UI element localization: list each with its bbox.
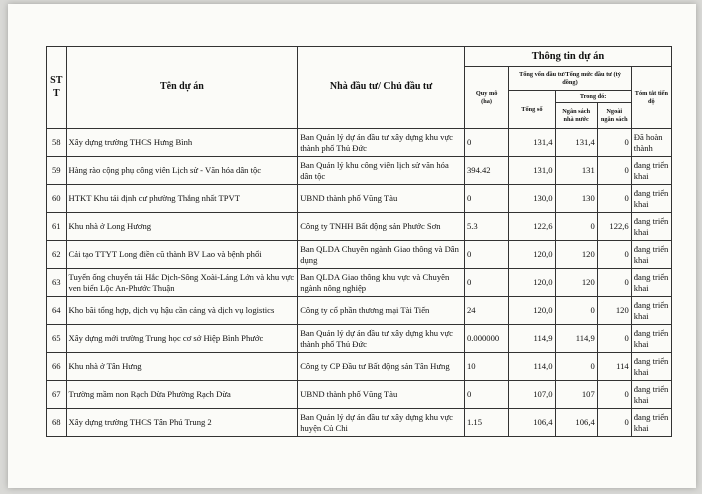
cell-non-budget: 0 — [597, 409, 631, 437]
cell-progress: đang triển khai — [631, 241, 671, 269]
cell-investor: Ban Quản lý dự án đầu tư xây dựng khu vực huyện Củ Chi — [298, 409, 465, 437]
project-table — [46, 46, 672, 437]
header-total-capital: Tổng vốn đầu tư/Tổng mức đầu tư (tỷ đồng) — [509, 67, 632, 91]
table-row — [47, 129, 672, 157]
cell-total: 107,0 — [509, 381, 555, 409]
cell-state-budget: 120 — [555, 241, 597, 269]
cell-stt: 67 — [47, 381, 67, 409]
cell-non-budget: 0 — [597, 157, 631, 185]
table-row — [47, 185, 672, 213]
cell-scale: 0 — [464, 129, 508, 157]
header-project-info: Thông tin dự án — [464, 47, 671, 67]
cell-total: 114,9 — [509, 325, 555, 353]
table-row — [47, 325, 672, 353]
cell-project-name: Tuyến ống chuyển tải Hắc Dịch-Sông Xoài-Láng Lớn và khu vực ven biển Lộc An-Phước Thuận — [66, 269, 298, 297]
cell-progress: đang triển khai — [631, 325, 671, 353]
cell-total: 131,4 — [509, 129, 555, 157]
cell-investor: Công ty CP Đầu tư Bất động sản Tân Hưng — [298, 353, 465, 381]
cell-stt: 62 — [47, 241, 67, 269]
cell-state-budget: 107 — [555, 381, 597, 409]
table-row — [47, 157, 672, 185]
cell-total: 114,0 — [509, 353, 555, 381]
cell-investor: Ban Quản lý khu công viên lịch sử văn hóa dân tộc — [298, 157, 465, 185]
cell-total: 122,6 — [509, 213, 555, 241]
cell-project-name: Kho bãi tổng hợp, dịch vụ hậu cần cảng và dịch vụ logistics — [66, 297, 298, 325]
header-project-name: Tên dự án — [66, 47, 298, 129]
table-row — [47, 353, 672, 381]
cell-scale: 0 — [464, 269, 508, 297]
cell-project-name: Xây dựng mới trường Trung học cơ sở Hiệp Bình Phước — [66, 325, 298, 353]
document-page — [8, 4, 696, 488]
cell-state-budget: 130 — [555, 185, 597, 213]
table-row — [47, 297, 672, 325]
cell-investor: Ban Quản lý dự án đầu tư xây dựng khu vực thành phố Thủ Đức — [298, 325, 465, 353]
cell-state-budget: 106,4 — [555, 409, 597, 437]
cell-state-budget: 0 — [555, 297, 597, 325]
cell-state-budget: 114,9 — [555, 325, 597, 353]
cell-project-name: Xây dựng trường THCS Hưng Bình — [66, 129, 298, 157]
table-row — [47, 213, 672, 241]
cell-stt: 65 — [47, 325, 67, 353]
cell-stt: 58 — [47, 129, 67, 157]
header-investor: Nhà đầu tư/ Chủ đầu tư — [298, 47, 465, 129]
cell-investor: Công ty TNHH Bất động sản Phước Sơn — [298, 213, 465, 241]
cell-non-budget: 0 — [597, 269, 631, 297]
cell-project-name: Khu nhà ở Tân Hưng — [66, 353, 298, 381]
cell-non-budget: 0 — [597, 241, 631, 269]
cell-progress: đang triển khai — [631, 297, 671, 325]
table-row — [47, 241, 672, 269]
cell-stt: 66 — [47, 353, 67, 381]
cell-stt: 59 — [47, 157, 67, 185]
cell-project-name: HTKT Khu tái định cư phường Thắng nhất TPVT — [66, 185, 298, 213]
cell-progress: Đã hoàn thành — [631, 129, 671, 157]
cell-non-budget: 0 — [597, 325, 631, 353]
cell-non-budget: 122,6 — [597, 213, 631, 241]
cell-state-budget: 0 — [555, 213, 597, 241]
cell-progress: đang triển khai — [631, 213, 671, 241]
cell-progress: đang triển khai — [631, 157, 671, 185]
cell-non-budget: 114 — [597, 353, 631, 381]
cell-total: 130,0 — [509, 185, 555, 213]
cell-state-budget: 131 — [555, 157, 597, 185]
cell-project-name: Xây dựng trường THCS Tân Phú Trung 2 — [66, 409, 298, 437]
cell-progress: đang triển khai — [631, 185, 671, 213]
cell-progress: đang triển khai — [631, 269, 671, 297]
cell-project-name: Cải tạo TTYT Long điền cũ thành BV Lao và bệnh phổi — [66, 241, 298, 269]
table-row — [47, 409, 672, 437]
cell-investor: UBND thành phố Vũng Tàu — [298, 381, 465, 409]
cell-scale: 1.15 — [464, 409, 508, 437]
cell-total: 131,0 — [509, 157, 555, 185]
cell-project-name: Trường mầm non Rạch Dừa Phường Rạch Dừa — [66, 381, 298, 409]
cell-investor: Công ty cổ phần thương mại Tài Tiến — [298, 297, 465, 325]
cell-total: 120,0 — [509, 269, 555, 297]
cell-project-name: Khu nhà ở Long Hương — [66, 213, 298, 241]
table-row — [47, 269, 672, 297]
cell-investor: Ban Quản lý dự án đầu tư xây dựng khu vực thành phố Thủ Đức — [298, 129, 465, 157]
cell-investor: UBND thành phố Vũng Tàu — [298, 185, 465, 213]
cell-stt: 68 — [47, 409, 67, 437]
cell-total: 120,0 — [509, 297, 555, 325]
cell-non-budget: 0 — [597, 129, 631, 157]
cell-scale: 0 — [464, 241, 508, 269]
cell-scale: 394.42 — [464, 157, 508, 185]
cell-scale: 0 — [464, 185, 508, 213]
cell-progress: đang triển khai — [631, 409, 671, 437]
cell-state-budget: 0 — [555, 353, 597, 381]
cell-non-budget: 120 — [597, 297, 631, 325]
cell-state-budget: 120 — [555, 269, 597, 297]
cell-investor: Ban QLDA Giao thông khu vực và Chuyên ngành nông nghiệp — [298, 269, 465, 297]
cell-state-budget: 131,4 — [555, 129, 597, 157]
cell-project-name: Hàng rào cộng phụ công viên Lịch sử - Văn hóa dân tộc — [66, 157, 298, 185]
cell-stt: 63 — [47, 269, 67, 297]
cell-non-budget: 0 — [597, 185, 631, 213]
cell-scale: 10 — [464, 353, 508, 381]
header-stt: ST T — [47, 47, 67, 129]
cell-scale: 24 — [464, 297, 508, 325]
cell-stt: 60 — [47, 185, 67, 213]
header-progress: Tóm tắt tiến độ — [631, 67, 671, 129]
table-row — [47, 381, 672, 409]
header-total: Tổng số — [509, 91, 555, 129]
cell-stt: 61 — [47, 213, 67, 241]
cell-investor: Ban QLDA Chuyên ngành Giao thông và Dân dụng — [298, 241, 465, 269]
cell-scale: 5.3 — [464, 213, 508, 241]
header-non-budget: Ngoài ngân sách — [597, 103, 631, 129]
cell-progress: đang triển khai — [631, 381, 671, 409]
cell-stt: 64 — [47, 297, 67, 325]
cell-total: 106,4 — [509, 409, 555, 437]
cell-non-budget: 0 — [597, 381, 631, 409]
cell-progress: đang triển khai — [631, 353, 671, 381]
cell-scale: 0 — [464, 381, 508, 409]
cell-total: 120,0 — [509, 241, 555, 269]
cell-scale: 0.000000 — [464, 325, 508, 353]
header-state-budget: Ngân sách nhà nước — [555, 103, 597, 129]
header-of-which: Trong đó: — [555, 91, 631, 103]
header-scale: Quy mô (ha) — [464, 67, 508, 129]
